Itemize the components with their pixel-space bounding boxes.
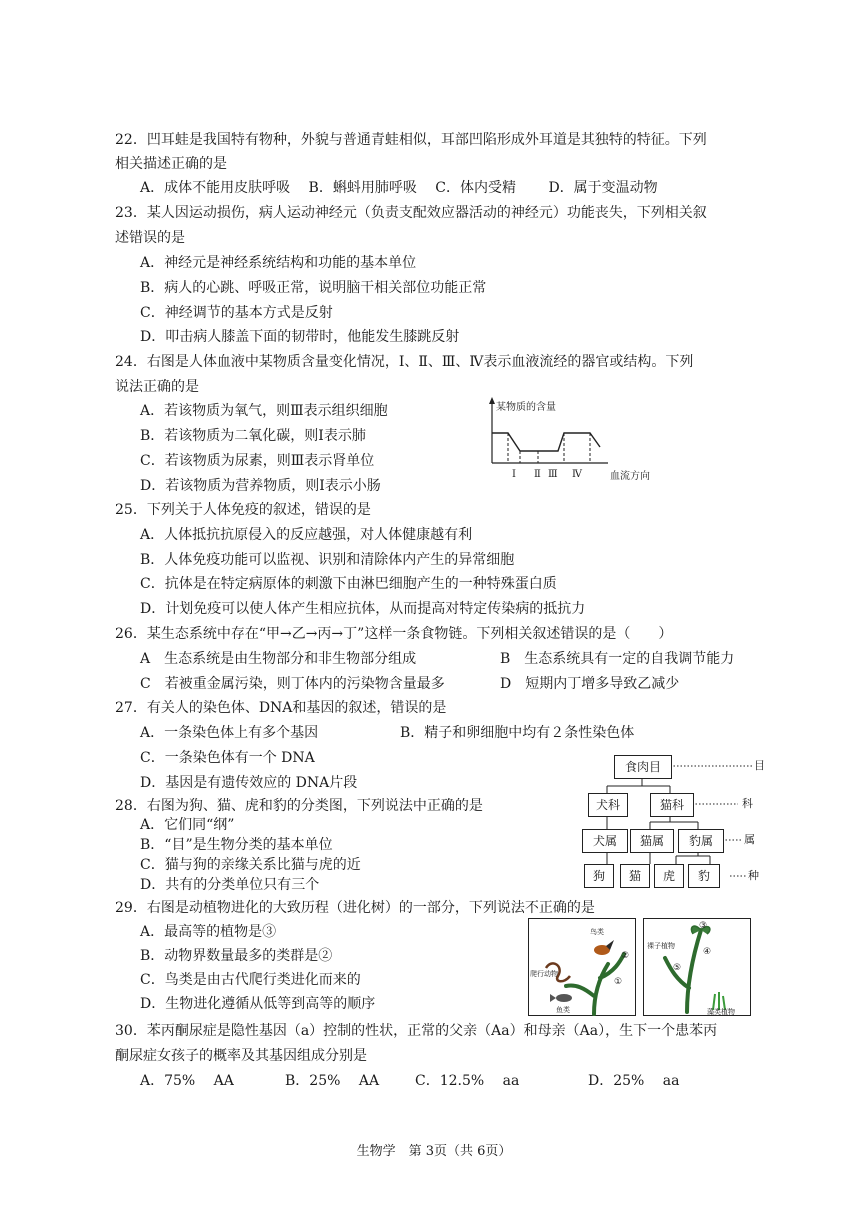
q27-option-c: C．一条染色体有一个 DNA	[140, 750, 315, 766]
q26-option-b: B 生态系统具有一定的自我调节能力	[500, 651, 735, 667]
q29-option-b: B．动物界数量最多的类群是②	[140, 948, 333, 964]
node-order-carnivora: 食肉目	[614, 755, 672, 779]
label-n2: ②	[621, 951, 630, 961]
q24-stem-line2: 说法正确的是	[115, 379, 199, 395]
q28-option-c: C．猫与狗的亲缘关系比猫与虎的近	[140, 857, 361, 873]
q24-option-c: C．若该物质为尿素，则Ⅲ表示肾单位	[140, 453, 375, 469]
label-algae: 藻类植物	[707, 1008, 735, 1016]
q27-option-a: A．一条染色体上有多个基因	[140, 725, 319, 741]
node-species-tiger: 虎	[654, 864, 684, 888]
q30-option-a: A．75% AA	[140, 1073, 234, 1089]
q25-option-d: D．计划免疫可以使人体产生相应抗体，从而提高对特定传染病的抵抗力	[140, 601, 586, 617]
q28-option-b: B．“目”是生物分类的基本单位	[140, 837, 333, 853]
q29-plant-evolution-tree	[643, 918, 751, 1016]
q29-animal-evolution-tree	[528, 918, 636, 1016]
q24-tick-3: Ⅲ	[548, 469, 558, 480]
q30-option-b: B．25% AA	[285, 1073, 380, 1089]
rank-label-species: 种	[748, 869, 759, 882]
node-species-leopard: 豹	[688, 864, 720, 888]
q24-stem-line1: 24．右图是人体血液中某物质含量变化情况，Ⅰ、Ⅱ、Ⅲ、Ⅳ表示血液流经的器官或结构。下列	[115, 354, 694, 370]
label-fish: 鱼类	[556, 1006, 570, 1014]
q23-option-b: B．病人的心跳、呼吸正常，说明脑干相关部位功能正常	[140, 280, 487, 296]
q23-option-a: A．神经元是神经系统结构和功能的基本单位	[140, 255, 417, 271]
q22-options: A．成体不能用皮肤呼吸 B．蝌蚪用肺呼吸 C．体内受精 D．属于变温动物	[140, 180, 658, 196]
q24-y-axis-label: 某物质的含量	[496, 402, 556, 413]
q30-stem-line1: 30．苯丙酮尿症是隐性基因（a）控制的性状，正常的父亲（Aa）和母亲（Aa），生下一个患苯丙	[115, 1023, 718, 1039]
q22-stem-line2: 相关描述正确的是	[115, 156, 227, 172]
q29-option-d: D．生物进化遵循从低等到高等的顺序	[140, 996, 376, 1012]
label-n4: ④	[703, 947, 712, 957]
q27-option-b: B．精子和卵细胞中均有２条性染色体	[400, 725, 635, 741]
rank-label-order: 目	[754, 759, 765, 772]
q25-stem: 25．下列关于人体免疫的叙述，错误的是	[115, 502, 371, 518]
rank-label-genus: 属	[744, 833, 755, 846]
q26-option-a: A 生态系统是由生物部分和非生物部分组成	[140, 651, 417, 667]
q23-stem-line2: 述错误的是	[115, 230, 185, 246]
q24-tick-2: Ⅱ	[534, 469, 541, 480]
q29-option-a: A．最高等的植物是③	[140, 924, 277, 940]
q23-option-c: C．神经调节的基本方式是反射	[140, 305, 333, 321]
q27-stem: 27．有关人的染色体、DNA和基因的叙述，错误的是	[115, 700, 447, 716]
node-genus-panthera: 豹属	[678, 829, 724, 853]
page-footer: 生物学 第 3页（共 6页）	[356, 1144, 512, 1159]
label-n3: ③	[699, 921, 708, 931]
fish-icon	[556, 994, 572, 1002]
label-n5: ⑤	[673, 963, 682, 973]
q25-option-c: C．抗体是在特定病原体的刺激下由淋巴细胞产生的一种特殊蛋白质	[140, 576, 557, 592]
q29-stem: 29．右图是动植物进化的大致历程（进化树）的一部分，下列说法不正确的是	[115, 900, 595, 916]
label-reptiles: 爬行动物	[530, 970, 558, 978]
q24-option-a: A．若该物质为氧气，则Ⅲ表示组织细胞	[140, 403, 388, 419]
label-birds: 鸟类	[590, 928, 604, 936]
q29-option-c: C．鸟类是由古代爬行类进化而来的	[140, 972, 361, 988]
q28-stem: 28．右图为狗、猫、虎和豹的分类图，下列说法中正确的是	[115, 798, 483, 814]
q27-option-d: D．基因是有遗传效应的 DNA片段	[140, 775, 358, 791]
q28-classification-figure	[570, 752, 770, 892]
q26-option-c: C 若被重金属污染，则丁体内的污染物含量最多	[140, 676, 445, 692]
node-genus-felis: 猫属	[630, 829, 674, 853]
q26-stem: 26．某生态系统中存在“甲→乙→丙→丁”这样一条食物链。下列相关叙述错误的是（ ）	[115, 626, 673, 642]
rank-label-family: 科	[742, 797, 753, 810]
q22-stem-line1: 22．凹耳蛙是我国特有物种，外貌与普通青蛙相似，耳部凹陷形成外耳道是其独特的特征。下列	[115, 132, 707, 148]
node-family-canidae: 犬科	[588, 793, 628, 817]
label-n1: ①	[614, 977, 623, 987]
node-species-dog: 狗	[584, 864, 614, 888]
q30-option-c: C．12.5% aa	[415, 1073, 520, 1089]
q24-x-axis-label: 血流方向	[610, 471, 650, 482]
q23-stem-line1: 23．某人因运动损伤，病人运动神经元（负责支配效应器活动的神经元）功能丧失，下列相关叙	[115, 205, 707, 221]
q23-option-d: D．叩击病人膝盖下面的韧带时，他能发生膝跳反射	[140, 329, 460, 345]
q24-tick-1: Ⅰ	[512, 469, 516, 480]
q26-option-d: D 短期内丁增多导致乙减少	[500, 676, 680, 692]
q30-stem-line2: 酮尿症女孩子的概率及其基因组成分别是	[115, 1048, 367, 1064]
label-seed-plants: 裸子植物	[647, 942, 675, 950]
q30-option-d: D．25% aa	[588, 1073, 680, 1089]
node-genus-canis: 犬属	[582, 829, 628, 853]
q25-option-a: A．人体抵抗抗原侵入的反应越强，对人体健康越有利	[140, 527, 473, 543]
q24-tick-4: Ⅳ	[572, 469, 582, 480]
node-family-felidae: 猫科	[650, 793, 694, 817]
node-species-cat: 猫	[620, 864, 650, 888]
q24-blood-content-figure	[480, 395, 670, 485]
q24-option-d: D．若该物质为营养物质，则Ⅰ表示小肠	[140, 478, 381, 494]
q25-option-b: B．人体免疫功能可以监视、识别和清除体内产生的异常细胞	[140, 552, 515, 568]
q24-option-b: B．若该物质为二氧化碳，则Ⅰ表示肺	[140, 428, 366, 444]
q28-option-d: D．共有的分类单位只有三个	[140, 877, 320, 893]
q28-option-a: A．它们同“纲”	[140, 817, 235, 833]
